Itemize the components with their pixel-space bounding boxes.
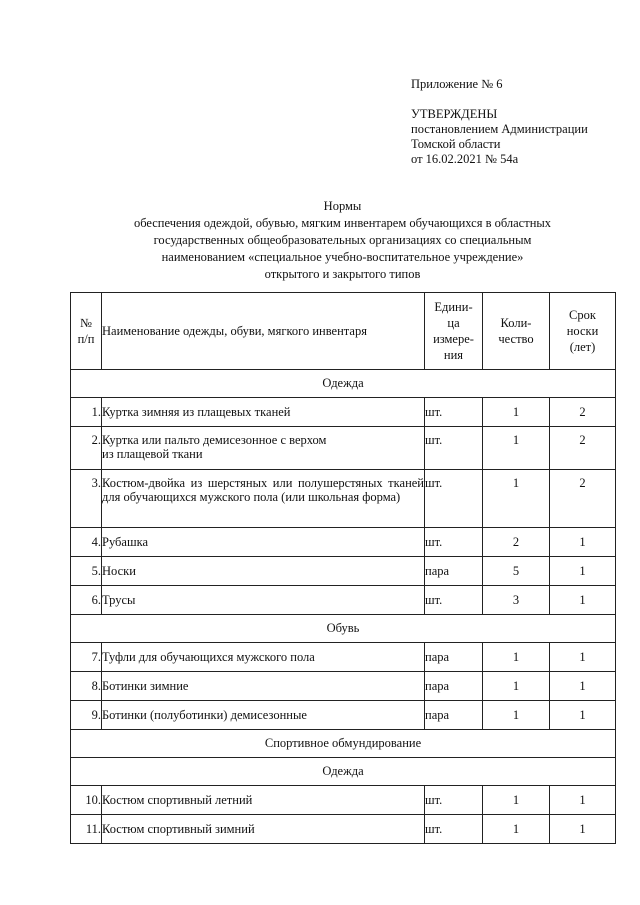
heading-line-2: государственных общеобразовательных организациях со специальным [153,233,532,247]
approved-label: УТВЕРЖДЕНЫ [411,107,498,121]
table-row: 10. Костюм спортивный летний шт. 1 1 [71,786,616,815]
table-row: 11. Костюм спортивный зимний шт. 1 1 [71,815,616,844]
table-row: 1. Куртка зимняя из плащевых тканей шт. 1 2 [71,398,616,427]
heading-line-3: наименованием «специальное учебно-воспитательное учреждение» [161,250,524,264]
header-quantity: Коли- чество [483,293,550,370]
header-num: № п/п [71,293,102,370]
section-sports: Спортивное обмундирование [71,730,616,758]
table-row: 5. Носки пара 5 1 [71,557,616,586]
header-unit: Едини- ца измере- ния [425,293,483,370]
table-row: 7. Туфли для обучающихся мужского пола пара 1 1 [71,643,616,672]
table-row: 4. Рубашка шт. 2 1 [71,528,616,557]
header-term: Срок носки (лет) [550,293,616,370]
section-footwear: Обувь [71,615,616,643]
document-title: Нормы [323,199,362,213]
table-row: 9. Ботинки (полуботинки) демисезонные пара 1 1 [71,701,616,730]
table-row: 3. Костюм-двойка из шерстяных или полушерстяных тканей для обучающихся мужского пола (или школьная форма) шт. 1 2 [71,470,616,528]
approval-line-3: от 16.02.2021 № 54а [411,152,519,166]
appendix-label: Приложение № 6 [411,77,503,91]
table-row: 2. Куртка или пальто демисезонное с верхом из плащевой ткани шт. 1 2 [71,427,616,470]
heading-line-4: открытого и закрытого типов [264,267,421,281]
table-row: 6. Трусы шт. 3 1 [71,586,616,615]
norms-table [70,292,616,844]
approval-line-2: Томской области [411,137,501,151]
approval-line-1: постановлением Администрации [411,122,588,136]
approval-block [411,77,588,167]
heading-line-1: обеспечения одеждой, обувью, мягким инвентарем обучающихся в областных [133,216,552,230]
header-name: Наименование одежды, обуви, мягкого инвентаря [102,293,425,370]
document-heading [70,198,615,283]
section-sports-clothing: Одежда [71,758,616,786]
table-header-row [71,293,616,370]
section-clothing: Одежда [71,370,616,398]
table-row: 8. Ботинки зимние пара 1 1 [71,672,616,701]
